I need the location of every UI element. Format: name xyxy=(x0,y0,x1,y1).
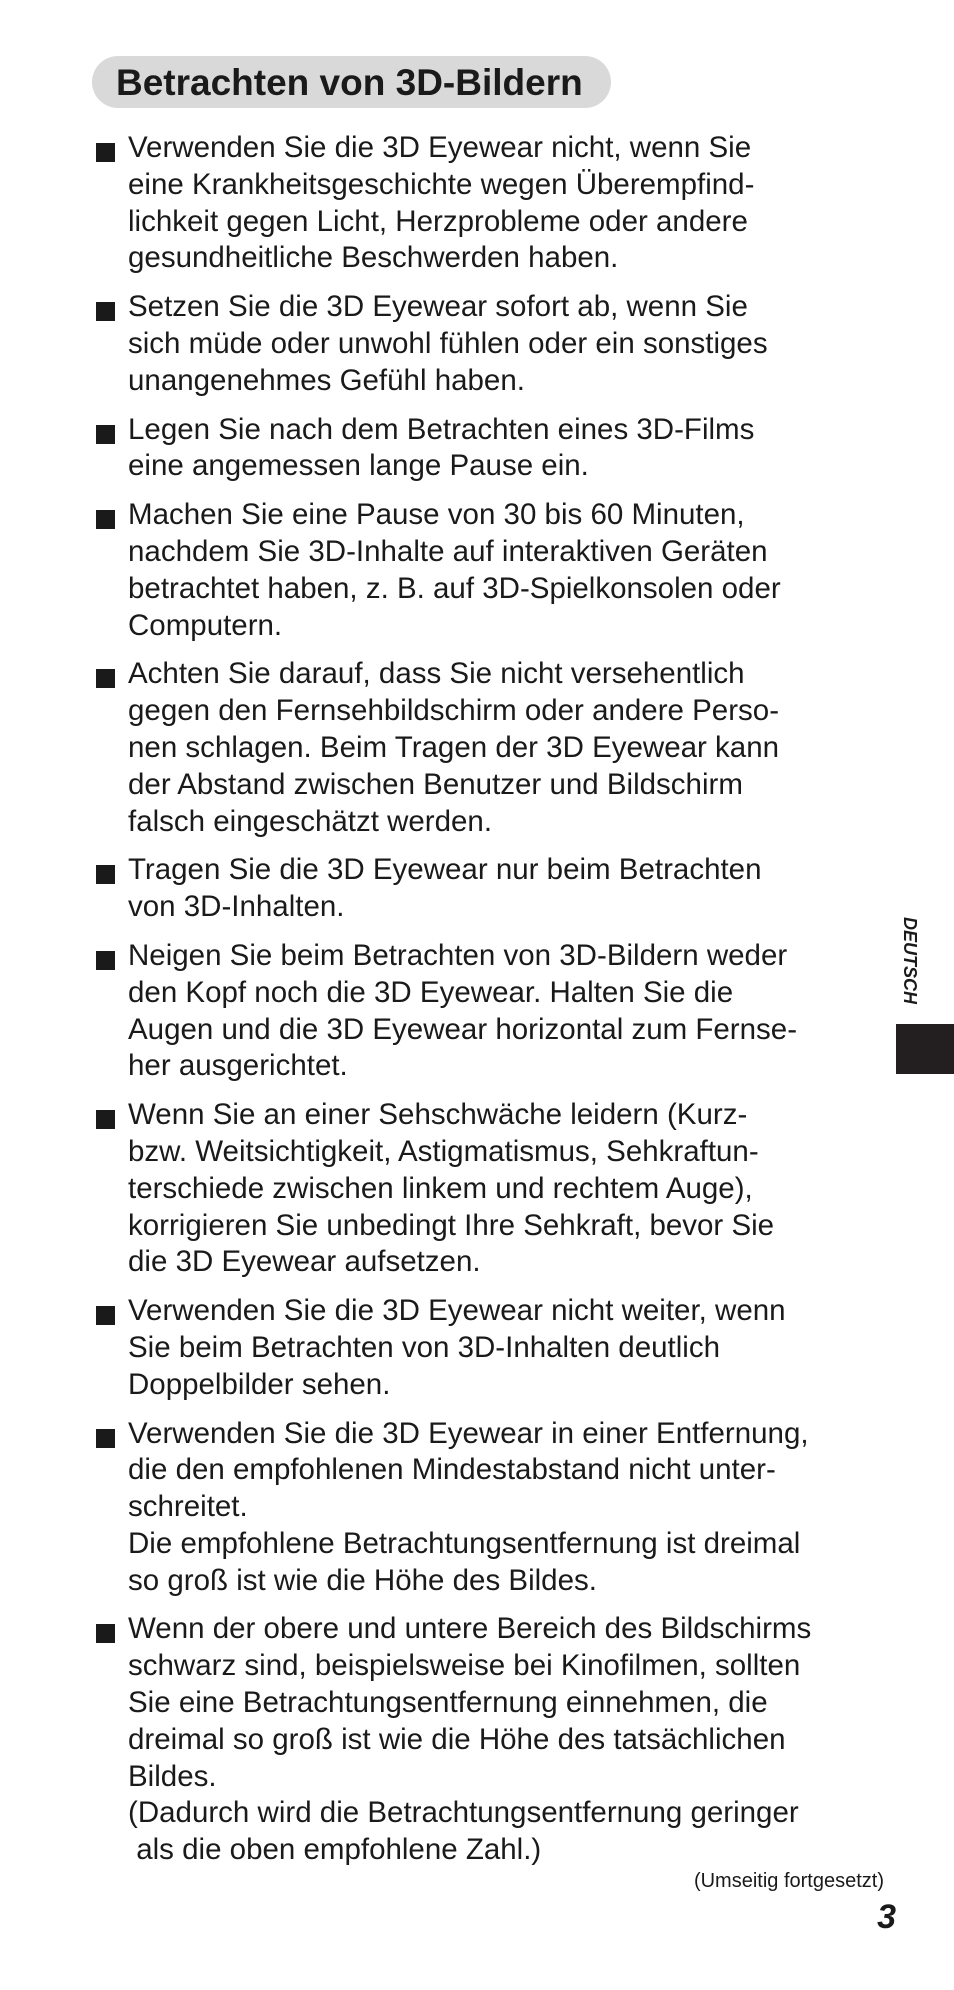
bullet-item xyxy=(96,497,896,644)
bullet-text-line: Sie beim Betrachten von 3D-Inhalten deutlich xyxy=(128,1330,720,1364)
bullet-item xyxy=(96,1097,896,1281)
language-tab-marker xyxy=(896,1024,954,1074)
page-number: 3 xyxy=(877,1898,896,1936)
bullet-item xyxy=(96,656,896,840)
bullet-text-line: Verwenden Sie die 3D Eyewear in einer Entfernung, xyxy=(128,1416,809,1450)
safety-bullet-list xyxy=(96,130,896,1881)
bullet-text-line: falsch eingeschätzt werden. xyxy=(128,804,493,838)
bullet-text-line: Verwenden Sie die 3D Eyewear nicht, wenn Sie xyxy=(128,131,752,164)
continued-note: (Umseitig fortgesetzt) xyxy=(693,1870,884,1892)
bullet-item xyxy=(96,412,896,486)
bullet-square-icon xyxy=(96,669,115,688)
bullet-text-line: eine Krankheitsgeschichte wegen Überempfind- xyxy=(128,167,755,201)
bullet-text-line: Tragen Sie die 3D Eyewear nur beim Betrachten xyxy=(128,853,762,887)
bullet-text-line: terschiede zwischen linkem und rechtem Auge), xyxy=(128,1171,753,1205)
bullet-text-line: nachdem Sie 3D-Inhalte auf interaktiven Geräten xyxy=(128,534,768,568)
bullet-item xyxy=(96,1293,896,1403)
section-heading xyxy=(92,56,611,108)
bullet-text-line: sich müde oder unwohl fühlen oder ein sonstiges xyxy=(128,326,768,360)
bullet-text-line: schreitet. xyxy=(128,1490,248,1524)
bullet-item xyxy=(96,130,896,277)
bullet-square-icon xyxy=(96,1624,115,1643)
bullet-text-line: nen schlagen. Beim Tragen der 3D Eyewear kann xyxy=(128,730,780,764)
bullet-text-line: dreimal so groß ist wie die Höhe des tatsächlichen xyxy=(128,1722,786,1756)
bullet-square-icon xyxy=(96,302,115,321)
bullet-text-line: Augen und die 3D Eyewear horizontal zum Fernse- xyxy=(128,1012,798,1046)
bullet-text-line: Doppelbilder sehen. xyxy=(128,1367,391,1401)
bullet-item xyxy=(96,1416,896,1600)
bullet-text-line: Computern. xyxy=(128,608,283,642)
bullet-item xyxy=(96,289,896,399)
bullet-text-line: gesundheitliche Beschwerden haben. xyxy=(128,241,619,275)
bullet-text-line: so groß ist wie die Höhe des Bildes. xyxy=(128,1563,597,1597)
bullet-text-line: Machen Sie eine Pause von 30 bis 60 Minuten, xyxy=(128,498,745,532)
bullet-text-line: Wenn Sie an einer Sehschwäche leidern (Kurz- xyxy=(128,1098,748,1132)
bullet-text-line: (Dadurch wird die Betrachtungsentfernung geringer xyxy=(128,1796,799,1830)
bullet-text-line: Setzen Sie die 3D Eyewear sofort ab, wenn Sie xyxy=(128,290,748,324)
bullet-text-line: Die empfohlene Betrachtungsentfernung ist dreimal xyxy=(128,1526,801,1560)
bullet-text-line: die den empfohlenen Mindestabstand nicht unter- xyxy=(128,1453,776,1487)
bullet-text-line: Wenn der obere und untere Bereich des Bildschirms xyxy=(128,1612,812,1646)
bullet-square-icon xyxy=(96,510,115,529)
bullet-square-icon xyxy=(96,865,115,884)
bullet-text-line: die 3D Eyewear aufsetzen. xyxy=(128,1245,481,1279)
language-side-label xyxy=(896,905,922,1015)
bullet-text-line: Legen Sie nach dem Betrachten eines 3D-Films xyxy=(128,412,755,446)
bullet-text-line: den Kopf noch die 3D Eyewear. Halten Sie die xyxy=(128,975,734,1009)
bullet-text-line: betrachtet haben, z. B. auf 3D-Spielkonsolen oder xyxy=(128,571,781,605)
bullet-text-line: korrigieren Sie unbedingt Ihre Sehkraft, bevor Sie xyxy=(128,1208,775,1242)
bullet-text-line: Sie eine Betrachtungsentfernung einnehmen, die xyxy=(128,1686,768,1720)
bullet-square-icon xyxy=(96,1306,115,1325)
bullet-square-icon xyxy=(96,951,115,970)
bullet-text-line: als die oben empfohlene Zahl.) xyxy=(128,1833,542,1867)
bullet-item xyxy=(96,938,896,1085)
language-side-label-text: DEUTSCH xyxy=(899,916,920,1004)
bullet-text-line: Bildes. xyxy=(128,1759,217,1793)
bullet-item xyxy=(96,1611,896,1869)
section-heading-text: Betrachten von 3D-Bildern xyxy=(116,61,583,103)
bullet-text-line: der Abstand zwischen Benutzer und Bildschirm xyxy=(128,767,743,801)
bullet-item xyxy=(96,852,896,926)
bullet-text-line: her ausgerichtet. xyxy=(128,1049,348,1083)
bullet-square-icon xyxy=(96,1110,115,1129)
bullet-text-line: schwarz sind, beispielsweise bei Kinofilmen, sollten xyxy=(128,1649,801,1683)
bullet-text-line: unangenehmes Gefühl haben. xyxy=(128,363,525,397)
bullet-text-line: Verwenden Sie die 3D Eyewear nicht weiter, wenn xyxy=(128,1294,786,1328)
bullet-text-line: von 3D-Inhalten. xyxy=(128,890,345,924)
bullet-text-line: eine angemessen lange Pause ein. xyxy=(128,449,589,483)
bullet-square-icon xyxy=(96,1429,115,1448)
bullet-square-icon xyxy=(96,425,115,444)
bullet-text-line: lichkeit gegen Licht, Herzprobleme oder andere xyxy=(128,204,748,238)
bullet-text-line: gegen den Fernsehbildschirm oder andere Perso- xyxy=(128,694,780,728)
bullet-text-line: Achten Sie darauf, dass Sie nicht versehentlich xyxy=(128,657,745,691)
bullet-square-icon xyxy=(96,143,115,162)
bullet-text-line: bzw. Weitsichtigkeit, Astigmatismus, Sehkraftun- xyxy=(128,1134,759,1168)
bullet-text-line: Neigen Sie beim Betrachten von 3D-Bildern weder xyxy=(128,938,788,972)
